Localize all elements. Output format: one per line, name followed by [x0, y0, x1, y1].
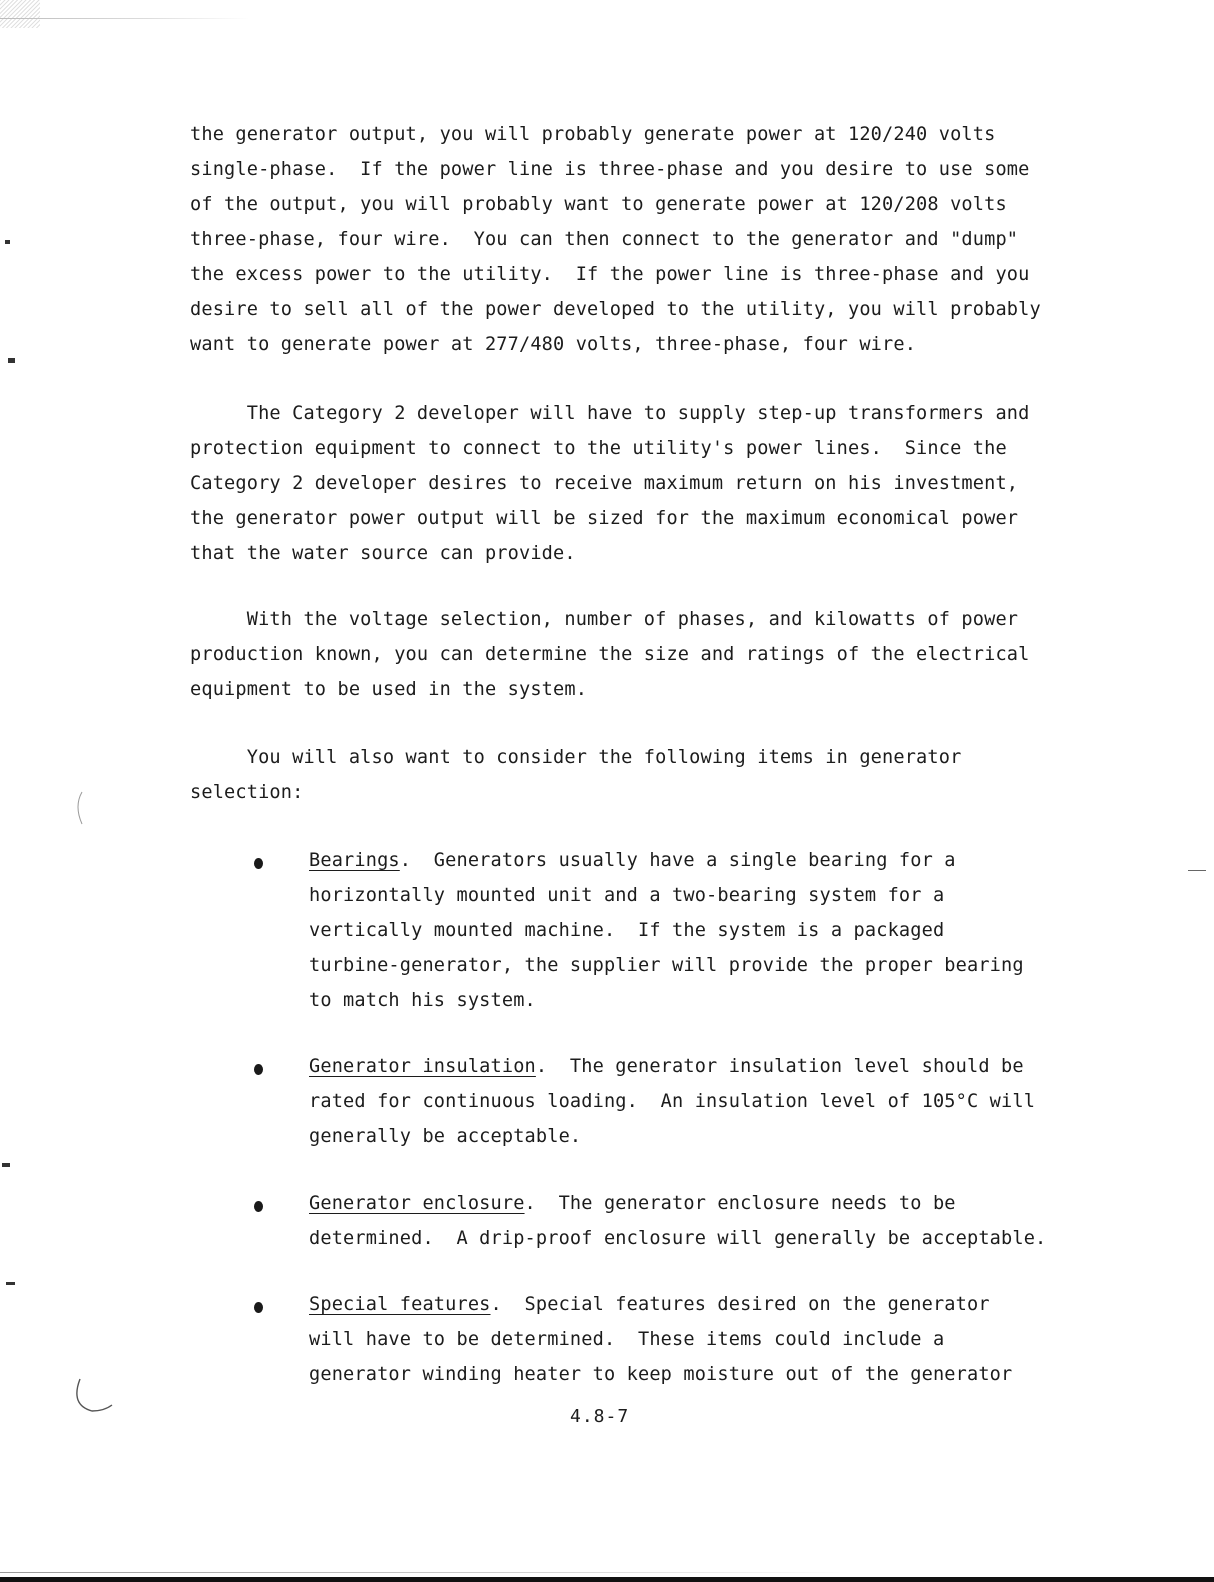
text-line: three-phase, four wire. You can then connect to the generator and "dump" — [190, 229, 1019, 250]
bullet-title: Special features — [309, 1294, 491, 1315]
bullet-first-line — [309, 1294, 990, 1316]
text-line: will have to be determined. These items could include a — [309, 1329, 945, 1350]
text-line: rated for continuous loading. An insulation level of 105°C will — [309, 1091, 1036, 1112]
text-line: The Category 2 developer will have to supply step-up transformers and — [190, 403, 1030, 424]
bullet-icon — [254, 1201, 263, 1212]
bullet-first-line — [309, 1193, 956, 1215]
scan-artifact — [2, 1163, 10, 1167]
bullet-text: . Generators usually have a single bearing for a — [399, 850, 956, 871]
bullet-icon — [254, 858, 263, 869]
text-line: selection: — [190, 782, 304, 803]
bullet-text: . Special features desired on the generator — [490, 1294, 990, 1315]
text-line: You will also want to consider the following items in generator — [190, 747, 962, 768]
text-line: turbine-generator, the supplier will provide the proper bearing — [309, 955, 1024, 976]
scan-artifact — [6, 1282, 15, 1285]
scan-artifact — [0, 1572, 1214, 1573]
scan-artifact — [70, 1375, 120, 1420]
bullet-icon — [254, 1064, 263, 1075]
text-line: vertically mounted machine. If the system is a packaged — [309, 920, 945, 941]
bullet-icon — [254, 1302, 263, 1313]
scan-artifact — [0, 18, 250, 19]
scan-artifact — [70, 790, 100, 830]
text-line: horizontally mounted unit and a two-bearing system for a — [309, 885, 945, 906]
text-line: generally be acceptable. — [309, 1126, 582, 1147]
scan-artifact — [8, 358, 15, 363]
scan-artifact — [1188, 870, 1206, 871]
bullet-first-line — [309, 1056, 1024, 1078]
text-line: With the voltage selection, number of phases, and kilowatts of power — [190, 609, 1019, 630]
text-line: Category 2 developer desires to receive maximum return on his investment, — [190, 473, 1019, 494]
text-line: the generator output, you will probably generate power at 120/240 volts — [190, 124, 996, 145]
bullet-first-line — [309, 850, 956, 872]
scan-artifact — [0, 1577, 1214, 1582]
bullet-title: Bearings — [309, 850, 400, 871]
text-line: generator winding heater to keep moisture out of the generator — [309, 1364, 1013, 1385]
text-line: the generator power output will be sized for the maximum economical power — [190, 508, 1019, 529]
bullet-title: Generator insulation — [309, 1056, 536, 1077]
bullet-text: . The generator insulation level should be — [535, 1056, 1024, 1077]
scan-artifact — [0, 0, 40, 28]
text-line: single-phase. If the power line is three-phase and you desire to use some — [190, 159, 1030, 180]
text-line: desire to sell all of the power developed to the utility, you will probably — [190, 299, 1041, 320]
text-line: production known, you can determine the size and ratings of the electrical — [190, 644, 1030, 665]
text-line: the excess power to the utility. If the power line is three-phase and you — [190, 264, 1030, 285]
text-line: to match his system. — [309, 990, 536, 1011]
text-line: want to generate power at 277/480 volts, three-phase, four wire. — [190, 334, 917, 355]
text-line: of the output, you will probably want to generate power at 120/208 volts — [190, 194, 1007, 215]
page-number: 4.8-7 — [570, 1406, 630, 1427]
bullet-text: . The generator enclosure needs to be — [524, 1193, 956, 1214]
text-line: equipment to be used in the system. — [190, 679, 588, 700]
text-line: that the water source can provide. — [190, 543, 576, 564]
text-line: protection equipment to connect to the utility's power lines. Since the — [190, 438, 1007, 459]
text-line: determined. A drip-proof enclosure will generally be acceptable. — [309, 1228, 1047, 1249]
bullet-title: Generator enclosure — [309, 1193, 525, 1214]
scan-artifact — [5, 240, 10, 244]
